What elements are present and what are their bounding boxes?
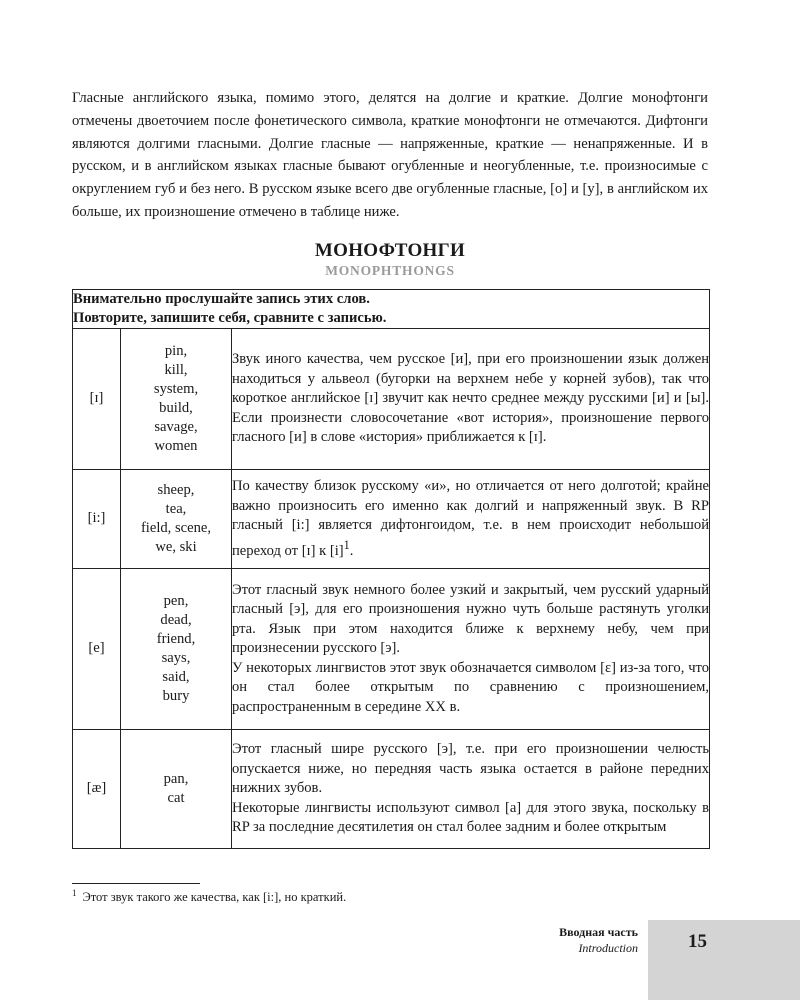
example-word: friend, <box>156 631 196 647</box>
phonetic-symbol: [e] <box>73 569 121 730</box>
example-word: said, <box>162 669 190 685</box>
sound-description <box>232 569 710 730</box>
instruction-row <box>73 290 710 329</box>
example-word: field, scene, <box>140 520 212 536</box>
section-title: МОНОФТОНГИ <box>314 240 466 261</box>
page-number-box <box>648 920 800 1000</box>
table-row <box>73 730 710 849</box>
instruction-line: Внимательно прослушайте запись этих слов. <box>73 291 370 307</box>
footnote-reference: 1 <box>343 537 350 552</box>
monophthongs-table <box>72 289 710 849</box>
description-paragraph: Некоторые лингвисты используют символ [a] для этого звука, поскольку в RP за последние десятилетия он стал более задним и более открытым <box>232 799 710 836</box>
example-words <box>121 569 232 730</box>
description-text: По качеству близок русскому «и», но отличается от него долготой; крайне важно произносить его именно как долгий и напряженный звук. В RP гласный [i:] является дифтонгоидом, т.е. в нем происходит небольшой переход от [ɪ] к [i] <box>232 478 710 559</box>
table-row <box>73 470 710 569</box>
description-paragraph: У некоторых лингвистов этот звук обозначается символом [ɛ] из-за того, что он стал более открытым по сравнению с произношением, распространенным в середине XX в. <box>232 659 710 715</box>
description-paragraph: Этот гласный шире русского [э], т.е. при его произношении челюсть опускается ниже, но передняя часть языка остается в районе передних нижних зубов. <box>232 741 710 797</box>
example-words <box>121 470 232 569</box>
example-word: dead, <box>160 612 192 628</box>
description-paragraph: Звук иного качества, чем русское [и], при его произношении язык должен находиться у альвеол (бугорки на верхнем небе у корней зубов), так что короткое английское [ɪ] звучит как нечто среднее между русскими [и] и [ы]. Если произнести словосочетание «вот история», произношение первого гласного [и] в слове «история» приближается к [ɪ]. <box>232 351 710 446</box>
example-word: says, <box>161 650 191 666</box>
description-paragraph: По качеству близок русскому «и», но отличается от него долготой; крайне важно произносить его именно как долгий и напряженный звук. В RP гласный [i:] является дифтонгоидом, т.е. в нем происходит небольшой переход от [ɪ] к $[i]^1$. <box>232 478 710 559</box>
example-word: pin, <box>164 343 188 359</box>
footnote-divider <box>72 883 200 884</box>
example-words <box>121 329 232 470</box>
intro-paragraph: Гласные английского языка, помимо этого, делятся на долгие и краткие. Долгие монофтонги отмечены двоеточием после фонетического символа, краткие монофтонги не отмечаются. Дифтонги являются долгими гласными. Долгие гласные — напряженные, краткие — ненапряженные. И в русском, и в английском языках гласные бывают огубленные и неогубленные, т.е. произносимые с округлением губ и без него. В русском языке всего две огубленные гласные, [о] и [у], в английском их больше, их произношение отмечено в таблице ниже. <box>72 90 708 220</box>
description-paragraph: Этот гласный звук немного более узкий и закрытый, чем русский ударный гласный [э], для его произношения нужно чуть больше растянуть уголки рта. Язык при этом находится ближе к верхнему небу, чем при произнесении русского [э]. <box>232 581 710 657</box>
table-row <box>73 569 710 730</box>
example-word: bury <box>162 688 190 704</box>
instruction-line: Повторите, запишите себя, сравните с записью. <box>73 310 387 326</box>
example-word: sheep, <box>157 482 195 498</box>
example-word: system, <box>153 381 199 397</box>
example-word: women <box>154 438 198 454</box>
example-words <box>121 730 232 849</box>
footnote <box>72 888 346 905</box>
section-subtitle: MONOPHTHONGS <box>325 263 455 278</box>
footnote-text: Этот звук такого же качества, как [i:], но краткий. <box>82 890 347 905</box>
example-word: pen, <box>163 593 189 609</box>
page-number: 15 <box>688 931 707 952</box>
instruction-cell <box>73 290 710 329</box>
running-title-ru: Вводная часть <box>559 925 638 939</box>
example-word: pan, <box>163 771 189 787</box>
sound-description <box>232 730 710 849</box>
sound-description <box>232 470 710 569</box>
phonetic-symbol: [i:] <box>73 470 121 569</box>
example-word: tea, <box>165 501 187 517</box>
example-word: we, ski <box>155 539 197 555</box>
example-word: savage, <box>154 419 198 435</box>
table-row <box>73 329 710 470</box>
running-title <box>559 924 638 956</box>
example-word: build, <box>159 400 193 416</box>
footnote-marker: 1 <box>72 888 77 898</box>
example-word: kill, <box>164 362 188 378</box>
phonetic-symbol: [æ] <box>73 730 121 849</box>
sound-description <box>232 329 710 470</box>
example-word: cat <box>167 790 185 806</box>
running-title-en: Introduction <box>578 941 638 955</box>
phonetic-symbol: [ɪ] <box>73 329 121 470</box>
